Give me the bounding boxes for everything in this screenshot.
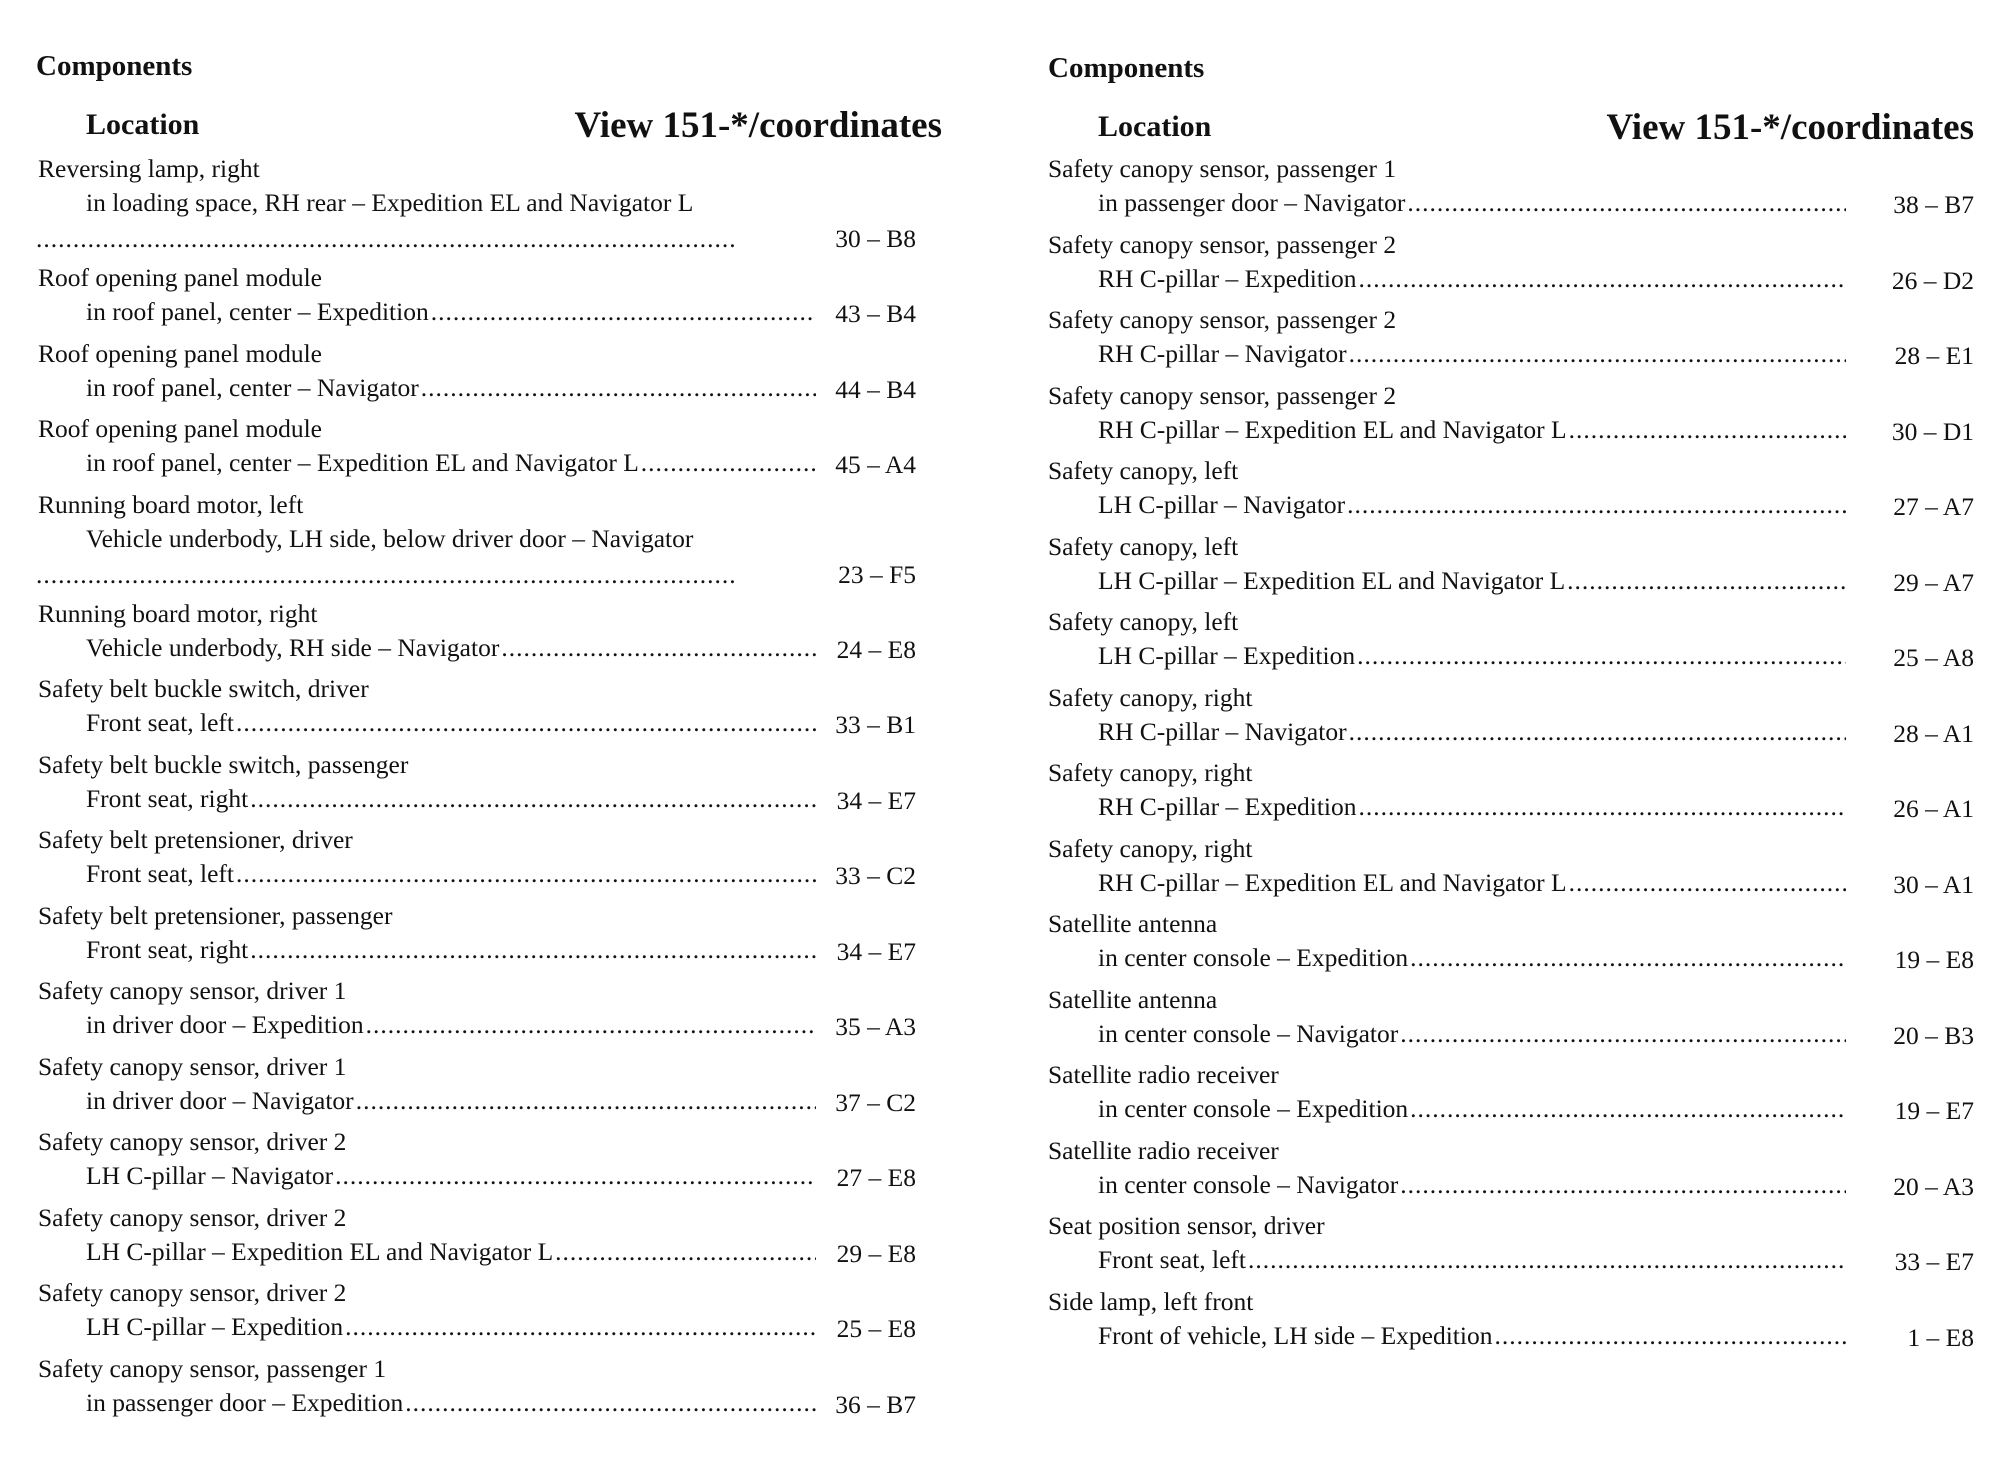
view-coordinate: 24 – E8 — [836, 634, 916, 664]
component-location: Front seat, left — [86, 859, 235, 888]
component-location-line — [86, 859, 816, 889]
component-name: Safety canopy sensor, passenger 1 — [38, 1353, 387, 1383]
component-location: in center console – Expedition — [1098, 1094, 1409, 1123]
component-entry — [36, 263, 946, 339]
view-coordinate: 30 – A1 — [1893, 869, 1974, 899]
component-location-line — [86, 1161, 816, 1191]
component-entry — [1048, 1060, 1974, 1136]
leader-dots — [1347, 490, 1846, 520]
component-entry — [36, 1354, 946, 1430]
component-list — [36, 154, 946, 1429]
leader-dots — [1569, 415, 1846, 445]
component-name: Safety canopy sensor, passenger 1 — [1048, 154, 1397, 183]
component-location-line — [1098, 641, 1846, 671]
component-entry — [1048, 456, 1974, 532]
component-location: RH C-pillar – Navigator — [1098, 339, 1347, 368]
component-entry — [1048, 1286, 1974, 1363]
component-name: Safety canopy sensor, driver 2 — [38, 1278, 347, 1307]
component-name: Satellite antenna — [1048, 984, 1218, 1014]
component-location-line — [1098, 792, 1846, 822]
leader-dots — [1400, 1019, 1846, 1049]
component-name: Side lamp, left front — [1048, 1286, 1254, 1316]
component-name: Safety belt buckle switch, driver — [38, 674, 369, 703]
component-location-line — [86, 448, 816, 478]
component-location: RH C-pillar – Navigator — [1098, 716, 1347, 746]
component-location: Front seat, right — [86, 934, 249, 964]
component-name: Safety canopy sensor, driver 2 — [38, 1202, 347, 1232]
leader-dots — [1567, 566, 1846, 596]
component-name: Safety canopy sensor, passenger 2 — [1048, 380, 1397, 410]
component-location: in roof panel, center – Navigator — [86, 372, 419, 402]
component-location: LH C-pillar – Navigator — [1098, 490, 1346, 519]
component-location: in passenger door – Expedition — [86, 1387, 404, 1417]
component-entry — [36, 1127, 946, 1203]
view-coordinate: 27 – A7 — [1893, 492, 1974, 521]
leader-dots — [1569, 868, 1846, 898]
component-location-line — [86, 1237, 816, 1267]
view-coordinate: 33 – C2 — [835, 861, 916, 890]
component-entry — [36, 1203, 946, 1279]
component-name: Safety canopy, right — [1048, 833, 1253, 863]
leader-dots — [1349, 339, 1846, 369]
view-coordinate: 27 – E8 — [836, 1163, 916, 1192]
leader-dots — [335, 1161, 816, 1191]
right-column — [1048, 0, 1974, 1472]
location-header: Location — [86, 108, 200, 141]
component-entry — [1048, 682, 1974, 759]
view-coordinates-header: View 151-*/coordinates — [574, 105, 942, 146]
section-title: Components — [1048, 52, 1205, 84]
component-location: in passenger door – Navigator — [1098, 188, 1406, 217]
component-location: LH C-pillar – Expedition EL and Navigator L — [1098, 565, 1566, 595]
view-coordinate: 30 – B8 — [835, 224, 916, 253]
component-list — [1048, 154, 1974, 1362]
leader-dots — [405, 1388, 816, 1418]
view-coordinate: 33 – B1 — [835, 710, 916, 739]
view-coordinate: 29 – E8 — [836, 1238, 916, 1268]
component-name: Safety canopy, right — [1048, 758, 1253, 787]
leader-dots — [1357, 641, 1846, 671]
component-location: RH C-pillar – Expedition EL and Navigator L — [1098, 414, 1567, 444]
leader-dots — [36, 224, 736, 254]
component-entry — [1048, 380, 1974, 457]
component-location: Front seat, left — [1098, 1245, 1247, 1274]
component-name: Safety canopy, right — [1048, 682, 1253, 712]
component-location-line — [1098, 1094, 1846, 1124]
component-location-line — [1098, 566, 1846, 596]
component-entry — [1048, 758, 1974, 834]
component-entry — [36, 154, 946, 263]
component-name: Safety canopy, left — [1048, 607, 1239, 636]
component-name: Safety belt buckle switch, passenger — [38, 749, 409, 779]
component-location-line — [1098, 943, 1846, 973]
component-entry — [36, 339, 946, 415]
component-location-line — [86, 1388, 816, 1418]
leader-dots — [1349, 717, 1846, 747]
component-location-line — [1098, 188, 1846, 218]
component-location-line — [1098, 868, 1846, 898]
component-entry — [36, 825, 946, 901]
component-entry — [1048, 1135, 1974, 1212]
view-coordinates-header: View 151-*/coordinates — [1606, 107, 1974, 148]
component-location: in driver door – Navigator — [86, 1085, 354, 1115]
component-name: Safety canopy, left — [1048, 531, 1239, 561]
component-entry — [36, 976, 946, 1052]
view-coordinate: 35 – A3 — [835, 1012, 916, 1041]
component-entry — [36, 750, 946, 826]
view-coordinate: 23 – F5 — [838, 559, 916, 589]
leader-dots — [501, 633, 816, 663]
leader-dots — [345, 1312, 816, 1342]
component-location-line — [1098, 1170, 1846, 1200]
view-coordinate: 25 – E8 — [836, 1314, 916, 1343]
component-location: LH C-pillar – Expedition — [1098, 641, 1356, 670]
component-entry — [1048, 909, 1974, 985]
component-location-line — [1098, 1245, 1846, 1275]
component-entry — [36, 1278, 946, 1354]
component-name: Safety canopy sensor, driver 1 — [38, 1051, 347, 1081]
view-coordinate: 29 – A7 — [1893, 567, 1974, 597]
view-coordinate: 26 – D2 — [1891, 265, 1974, 295]
view-coordinate: 28 – A1 — [1893, 718, 1974, 748]
component-entry — [36, 490, 946, 599]
section-title: Components — [36, 50, 193, 82]
leader-dots — [1359, 264, 1846, 294]
component-location-line — [1098, 1019, 1846, 1049]
leader-dots — [236, 859, 816, 889]
leader-dots — [250, 784, 816, 814]
component-location-line — [1098, 415, 1846, 445]
view-coordinate: 43 – B4 — [835, 299, 916, 328]
component-location-line — [86, 188, 836, 218]
component-location: Vehicle underbody, RH side – Navigator — [86, 632, 500, 662]
view-coordinate: 25 – A8 — [1893, 643, 1974, 672]
leader-dots — [1410, 1094, 1846, 1124]
view-coordinate: 38 – B7 — [1893, 190, 1974, 219]
view-coordinate: 45 – A4 — [835, 450, 916, 479]
location-header: Location — [1098, 110, 1212, 143]
leader-dots — [236, 708, 816, 738]
component-entry — [36, 599, 946, 675]
component-location: RH C-pillar – Expedition EL and Navigator L — [1098, 867, 1567, 897]
view-coordinate: 20 – A3 — [1893, 1171, 1974, 1201]
component-location-line — [1098, 339, 1846, 369]
component-name: Safety canopy sensor, passenger 2 — [1048, 305, 1397, 334]
component-name: Safety belt pretensioner, passenger — [38, 900, 393, 930]
component-location: LH C-pillar – Expedition — [86, 1312, 344, 1341]
view-coordinate: 37 – C2 — [835, 1087, 916, 1117]
component-name: Safety canopy sensor, driver 1 — [38, 976, 347, 1005]
leader-dots — [431, 297, 816, 327]
view-coordinate: 30 – D1 — [1891, 416, 1974, 446]
view-coordinate: 19 – E8 — [1894, 945, 1974, 974]
component-name: Satellite radio receiver — [1048, 1135, 1279, 1165]
component-location-line — [86, 524, 836, 554]
component-name: Safety belt pretensioner, driver — [38, 825, 353, 854]
component-location: in roof panel, center – Expedition EL and Navigator L — [86, 448, 639, 477]
component-name: Satellite antenna — [1048, 909, 1218, 938]
component-name: Safety canopy, left — [1048, 456, 1239, 485]
component-entry — [1048, 305, 1974, 381]
view-coordinate: 1 – E8 — [1907, 1322, 1974, 1352]
component-location-line — [1098, 1321, 1846, 1351]
leader-dots — [1400, 1170, 1846, 1200]
component-location: Front seat, left — [86, 708, 235, 737]
component-location-line — [1098, 264, 1846, 294]
component-location-line — [86, 1010, 816, 1040]
leader-dots — [1494, 1321, 1846, 1351]
component-location-line — [86, 633, 816, 663]
component-name: Seat position sensor, driver — [1048, 1211, 1325, 1240]
component-location: Front seat, right — [86, 783, 249, 813]
view-coordinate: 19 – E7 — [1894, 1096, 1974, 1125]
leader-dots — [421, 373, 816, 403]
component-entry — [1048, 1211, 1974, 1287]
component-location: in center console – Expedition — [1098, 943, 1409, 972]
component-location: in driver door – Expedition — [86, 1010, 364, 1039]
view-coordinate: 20 – B3 — [1893, 1020, 1974, 1050]
left-column — [36, 0, 946, 1472]
component-name: Roof opening panel module — [38, 338, 322, 368]
view-coordinate: 34 – E7 — [836, 936, 916, 966]
component-location-line — [86, 708, 816, 738]
component-entry — [1048, 607, 1974, 683]
component-location: RH C-pillar – Expedition — [1098, 792, 1357, 821]
component-location-line — [86, 935, 816, 965]
leader-dots — [1410, 943, 1846, 973]
component-name: Safety canopy sensor, passenger 2 — [1048, 229, 1397, 259]
component-name: Roof opening panel module — [38, 263, 322, 292]
leader-dots — [356, 1086, 816, 1116]
component-location: in center console – Navigator — [1098, 1169, 1399, 1199]
component-name: Safety canopy sensor, driver 2 — [38, 1127, 347, 1156]
component-entry — [36, 901, 946, 977]
component-name: Reversing lamp, right — [38, 154, 260, 183]
leader-dots — [555, 1237, 816, 1267]
component-entry — [1048, 229, 1974, 306]
leader-dots — [641, 448, 816, 478]
leader-dots — [250, 935, 816, 965]
component-entry — [1048, 984, 1974, 1061]
component-location-line — [86, 784, 816, 814]
component-entry — [36, 1052, 946, 1128]
view-coordinate: 36 – B7 — [835, 1389, 916, 1419]
view-coordinate: 33 – E7 — [1894, 1247, 1974, 1276]
component-location-line — [86, 1086, 816, 1116]
component-location: in roof panel, center – Expedition — [86, 297, 429, 326]
component-location: in center console – Navigator — [1098, 1018, 1399, 1048]
component-entry — [1048, 154, 1974, 230]
view-coordinate: 34 – E7 — [836, 785, 916, 815]
component-location: RH C-pillar – Expedition — [1098, 263, 1357, 293]
component-name: Satellite radio receiver — [1048, 1060, 1279, 1089]
component-location-line — [86, 297, 816, 327]
component-location: Vehicle underbody, LH side, below driver door – Navigator — [86, 523, 694, 553]
component-name: Roof opening panel module — [38, 414, 322, 443]
leader-dots — [1359, 792, 1846, 822]
component-location-line — [1098, 490, 1846, 520]
component-name: Running board motor, right — [38, 598, 318, 628]
component-entry — [36, 674, 946, 750]
component-location-line — [86, 373, 816, 403]
component-location-line — [86, 1312, 816, 1342]
component-entry — [36, 414, 946, 490]
component-entry — [1048, 833, 1974, 910]
component-name: Running board motor, left — [38, 489, 304, 519]
leader-dots — [36, 560, 736, 590]
component-location-line — [1098, 717, 1846, 747]
leader-dots — [1407, 188, 1846, 218]
leader-dots — [366, 1010, 816, 1040]
view-coordinate: 26 – A1 — [1893, 794, 1974, 823]
component-entry — [1048, 531, 1974, 608]
component-location: Front of vehicle, LH side – Expedition — [1098, 1320, 1493, 1350]
view-coordinate: 44 – B4 — [835, 374, 916, 404]
component-location: LH C-pillar – Navigator — [86, 1161, 334, 1190]
view-coordinate: 28 – E1 — [1894, 341, 1974, 370]
component-location: LH C-pillar – Expedition EL and Navigator L — [86, 1236, 554, 1266]
leader-dots — [1248, 1245, 1846, 1275]
component-location: in loading space, RH rear – Expedition EL and Navigator L — [86, 188, 694, 217]
